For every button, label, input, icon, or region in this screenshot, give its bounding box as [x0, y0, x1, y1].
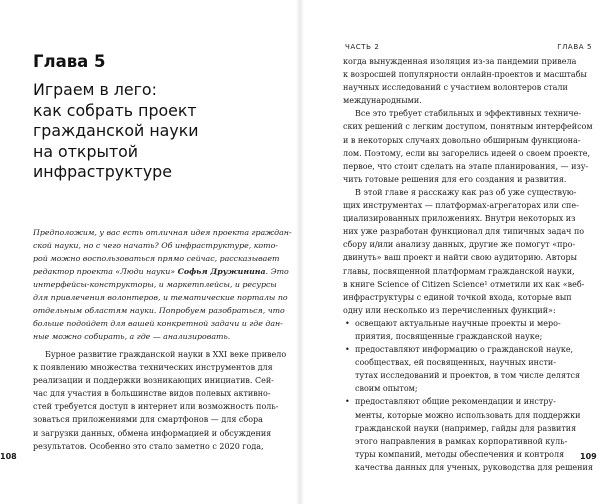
list-item-line: менты, которые можно использовать для поддержки — [355, 410, 581, 420]
body-line: результатов. Особенно это стало заметно с 2020 года, — [33, 441, 264, 451]
title-line: на открытой — [33, 141, 139, 161]
body-text-right — [343, 55, 593, 474]
bullet-marker: • — [345, 318, 350, 328]
body-line: когда вынужденная изоляция из-за пандемии привела — [343, 57, 577, 66]
list-item — [343, 395, 593, 474]
intro-line: Предположим, у вас есть отличная идея проекта граждан- — [33, 228, 292, 237]
body-line: в книге Science of Citizen Science¹ отметили их как «веб- — [343, 279, 585, 289]
intro-line: ской науки, но с чего начать? Об инфраструктуре, кото- — [33, 241, 278, 250]
body-line: двинуть» ваш проект и найти свою аудиторию. Авторы — [343, 253, 577, 263]
title-line: Играем в лего: — [33, 80, 157, 99]
list-item — [343, 343, 593, 395]
running-head — [345, 43, 592, 51]
bullet-marker: • — [345, 397, 350, 407]
list-item-line: гражданской науки (например, гайды для развития — [355, 423, 577, 433]
intro-line: интерфейсы-конструкторы, и маркетплейсы, и ресурсы — [33, 280, 277, 289]
list-item-line: качества данных для ученых, руководства для решения — [355, 462, 593, 472]
body-line: инфраструктуры с единой точкой входа, которые вып — [343, 292, 572, 302]
body-line: час для участия в большинстве видов полевых активно- — [33, 389, 271, 399]
body-line: к появлению множества технических инструментов для — [33, 363, 273, 373]
body-line: лом. Поэтому, если вы загорелись идеей о своем проекте, — [343, 148, 591, 158]
chapter-title — [33, 80, 273, 183]
body-line: щих инструментах — платформах-агрегаторах или спе- — [343, 201, 579, 211]
intro-line-tail: . Это — [265, 267, 289, 276]
intro-line: для привлечения волонтеров, и тематические порталы по — [33, 293, 288, 302]
body-line: В этой главе я расскажу как раз об уже существую- — [355, 187, 577, 197]
running-head-part: ЧАСТЬ 2 — [345, 43, 380, 51]
body-line: Бурное развитие гражданской науки в XXI веке привело — [45, 350, 287, 359]
list-item-line: этого направления в рамках корпоративной куль- — [355, 436, 568, 446]
title-line: как собрать проект — [33, 100, 197, 120]
list-item — [343, 317, 593, 343]
author-name: Софья Дружинина — [177, 267, 266, 276]
list-item-line: освещают актуальные научные проекты и меро- — [355, 318, 561, 328]
intro-line-text: редактор проекта «Люди науки» — [33, 267, 178, 276]
body-line: зоваться приложениями для смартфонов — для сбора — [33, 415, 263, 425]
intro-line: отдельным областям науки. Попробуем разобраться, что — [33, 306, 285, 315]
title-line: гражданской науки — [33, 121, 199, 140]
list-item-line: предоставляют информацию о гражданской науке, — [355, 345, 574, 355]
body-line: сбору и/или анализу данных, другие же помогут «про- — [343, 240, 576, 250]
left-page — [0, 0, 299, 504]
body-line: научных исследований с участием волонтеров стали — [343, 83, 568, 93]
bullet-marker: • — [345, 345, 350, 355]
intro-line: ные можно собирать, а где — анализировать. — [33, 332, 231, 341]
title-line: инфраструктуре — [33, 162, 172, 181]
chapter-label: Глава 5 — [33, 52, 106, 71]
body-line: циализированных приложениях. Внутри некоторых из — [343, 214, 576, 224]
book-gutter — [296, 0, 304, 504]
body-line: к возросшей популярности онлайн-проектов и масштабы — [343, 70, 587, 80]
intro-line: рой можно воспользоваться прямо сейчас, рассказывает — [33, 254, 280, 263]
body-text-left — [33, 348, 287, 453]
body-line: и загрузки данных, обмена информацией и обсуждения — [33, 428, 272, 438]
page-number-left: 108 — [0, 452, 17, 461]
body-line: одну или несколько из перечисленных функций»: — [343, 305, 556, 315]
list-item-line: своим опытом; — [355, 384, 418, 394]
running-head-chapter: ГЛАВА 5 — [557, 43, 592, 51]
page-number-right: 109 — [580, 452, 597, 461]
list-item-line: предоставляют общие рекомендации и инстру- — [355, 397, 556, 407]
list-item-line: туры компаний, методы обеспечения и контроля — [355, 449, 565, 459]
body-line: стей требуется доступ в интернет или возможность поль- — [33, 402, 279, 412]
list-item-line: тутах исследований и проектов, в том числе делятся — [355, 371, 581, 381]
intro-line: больше подойдет для вашей конкретной задачи и где дан- — [33, 319, 283, 328]
body-line: ских решений с легким доступом, понятным интерфейсом — [343, 122, 593, 132]
body-line: чить готовые решения для его создания и развития. — [343, 174, 567, 184]
intro-line — [33, 265, 289, 278]
chapter-intro — [33, 226, 292, 343]
list-item-line: приятия, посвященные гражданской науке; — [355, 331, 543, 341]
body-line: международными. — [343, 96, 422, 106]
list-item-line: сообществах, ей посвященных, научных инсти- — [355, 358, 556, 368]
body-line: и в некоторых случаях довольно обширным функциона- — [343, 135, 581, 145]
body-line: первое, что стоит сделать на этапе планирования, — изу- — [343, 161, 589, 171]
body-line: реализации и поддержки возникающих инициатив. Сей- — [33, 376, 274, 386]
body-line: Все это требует стабильных и эффективных техниче- — [355, 109, 582, 119]
body-line: них уже разработан функционал для типичных задач по — [343, 227, 585, 237]
body-line: главы, посвященной платформам гражданской науки, — [343, 266, 575, 276]
